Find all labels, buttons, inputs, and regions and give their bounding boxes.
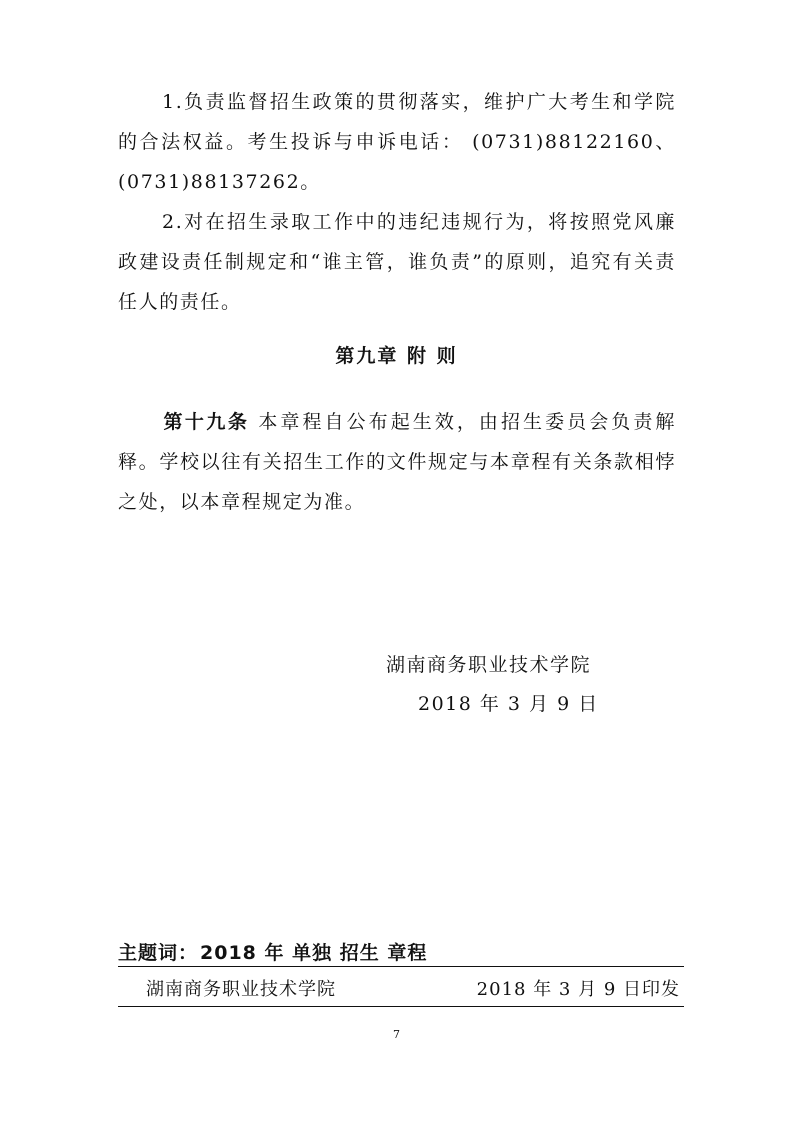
keywords-label: 主题词：: [118, 942, 199, 964]
signature-organization: 湖南商务职业技术学院: [386, 654, 592, 676]
item-2-text: 2.对在招生录取工作中的违纪违规行为，将按照党风廉政建设责任制规定和“谁主管，谁负责”的原则，追究有关责任人的责任。: [118, 211, 676, 313]
article-19-label: 第十九条: [162, 411, 250, 433]
paragraph-item-2: [118, 202, 676, 322]
signature-date: 2018 年 3 月 9 日: [418, 693, 599, 715]
footer-issue-date: 2018 年 3 月 9 日印发: [476, 979, 680, 1000]
footer-divider-top: [118, 966, 684, 967]
paragraph-item-1: [118, 82, 676, 202]
item-1-text: 1.负责监督招生政策的贯彻落实，维护广大考生和学院的合法权益。考生投诉与申诉电话： (0731)88122160、(0731)88137262。: [118, 91, 676, 193]
chapter-title: 第九章 附 则: [335, 345, 458, 367]
footer-divider-bottom: [118, 1006, 684, 1007]
article-19-paragraph: [118, 402, 676, 522]
footer-issuer: 湖南商务职业技术学院: [146, 979, 336, 1000]
page-number: 7: [393, 1028, 400, 1041]
keywords-line: [118, 938, 427, 965]
article-19-text: 本章程自公布起生效，由招生委员会负责解释。学校以往有关招生工作的文件规定与本章程有关条款相悖之处，以本章程规定为准。: [118, 411, 676, 513]
keywords-value: 2018 年 单独 招生 章程: [200, 942, 428, 964]
